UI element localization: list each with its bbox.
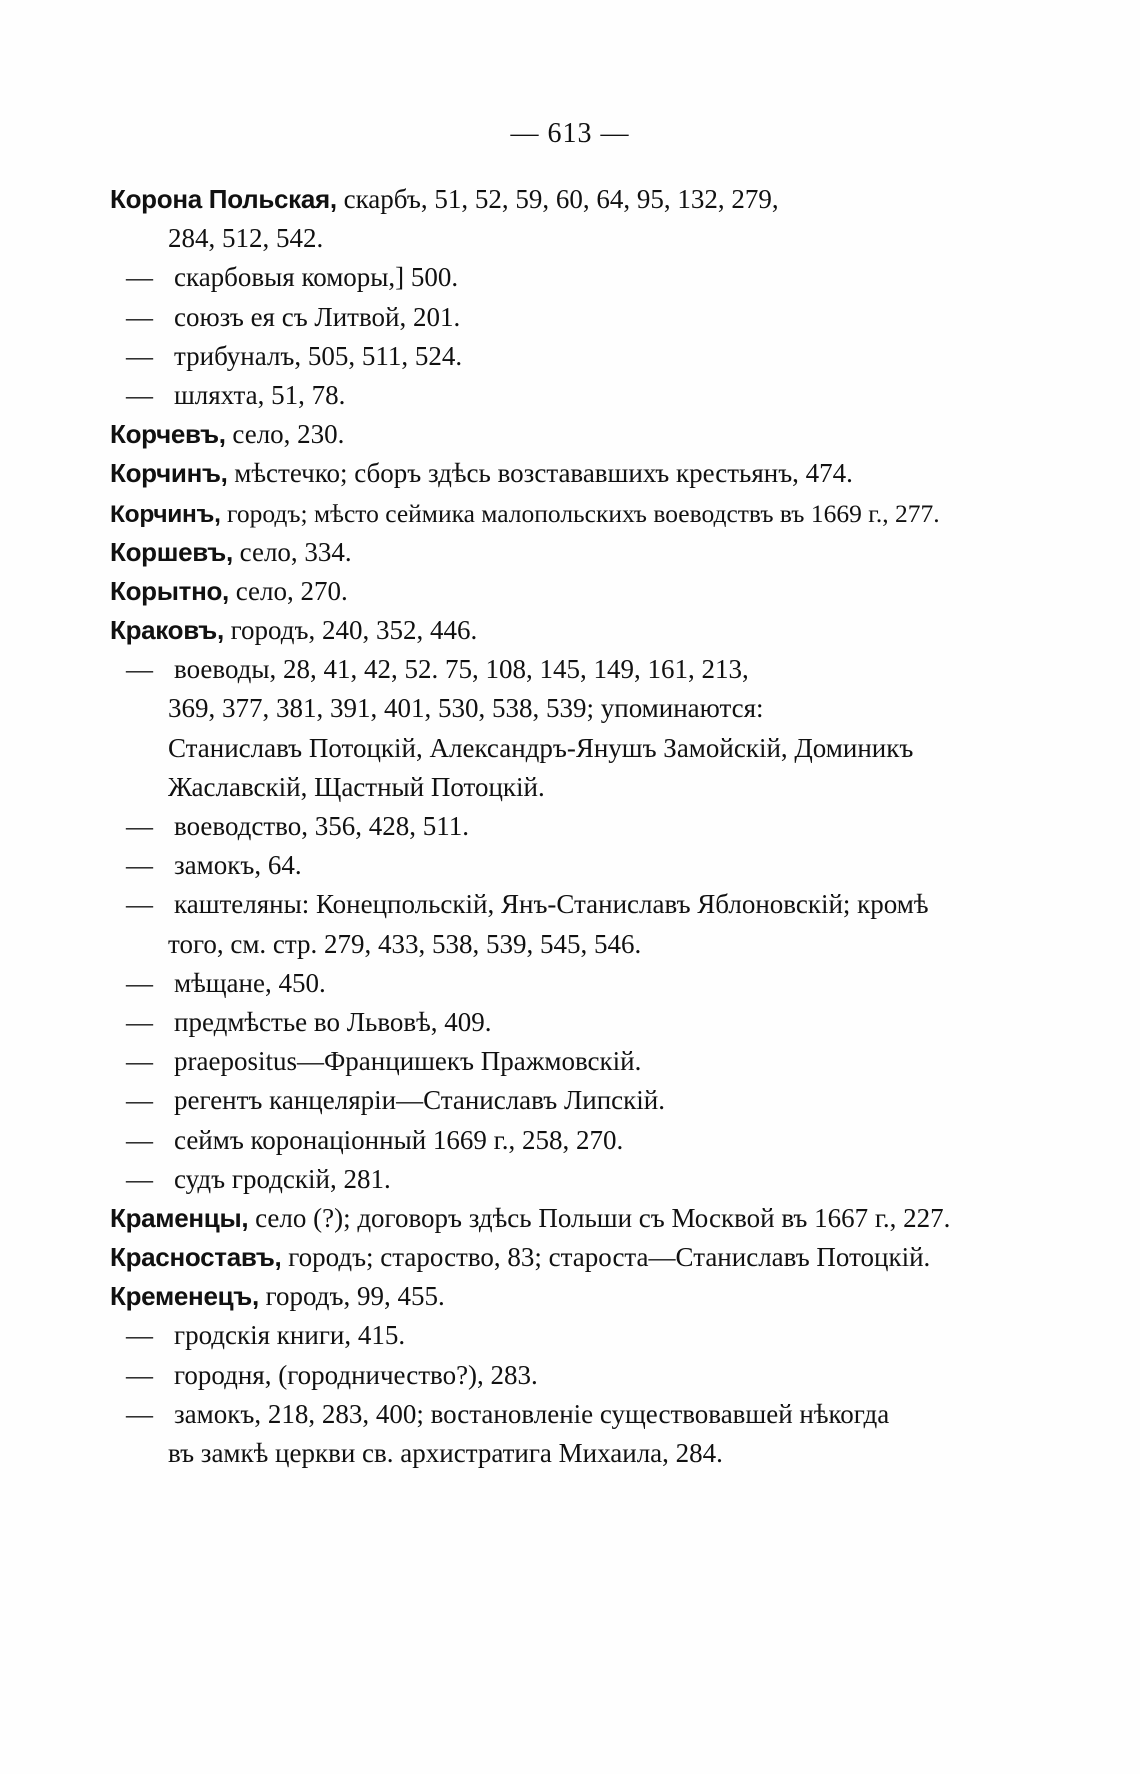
continuation-text: 284, 512, 542. xyxy=(168,223,324,254)
index-continuation xyxy=(110,729,950,768)
entry-text: село, 230. xyxy=(225,419,345,450)
entry-heading: Краковъ, xyxy=(110,615,224,646)
index-entry xyxy=(110,180,950,219)
subentry-dash: — xyxy=(126,1124,153,1155)
subentry-dash: — xyxy=(126,1398,153,1429)
subentry-text: каштеляны: Конецпольскій, Янъ-Станиславъ Яблоновскій; кромѣ xyxy=(174,889,929,920)
subentry-text: союзъ ея съ Литвой, 201. xyxy=(174,301,461,332)
index-entry xyxy=(110,1277,950,1316)
entry-heading: Корчинъ, xyxy=(110,458,228,489)
subentry-dash: — xyxy=(126,1085,153,1116)
entry-heading: Корчинъ, xyxy=(110,500,221,528)
index-continuation xyxy=(110,219,950,258)
subentry-text: скарбовыя коморы,] 500. xyxy=(174,262,459,293)
continuation-text: Жаславскій, Щастный Потоцкій. xyxy=(168,771,545,802)
continuation-text: того, см. стр. 279, 433, 538, 539, 545, 546. xyxy=(168,928,642,959)
index-subentry xyxy=(110,1003,950,1042)
subentry-dash: — xyxy=(126,889,153,920)
subentry-dash: — xyxy=(126,967,153,998)
subentry-text: гродскія книги, 415. xyxy=(174,1320,406,1351)
entry-text: городъ, 99, 455. xyxy=(258,1281,445,1312)
subentry-dash: — xyxy=(126,1163,153,1194)
index-entry xyxy=(110,454,950,493)
index-subentry xyxy=(110,846,950,885)
entry-heading: Корчевъ, xyxy=(110,419,226,450)
entry-text: село (?); договоръ здѣсь Польши съ Москвой въ 1667 г., 227. xyxy=(248,1202,951,1233)
index-subentry xyxy=(110,885,950,924)
index-entry xyxy=(110,533,950,572)
index-subentry xyxy=(110,1081,950,1120)
subentry-text: замокъ, 218, 283, 400; востановленіе существовавшей нѣкогда xyxy=(174,1398,890,1429)
index-entry xyxy=(110,494,950,533)
subentry-dash: — xyxy=(126,340,153,371)
index-continuation xyxy=(110,925,950,964)
index-entry xyxy=(110,415,950,454)
entry-heading: Корытно, xyxy=(110,575,229,606)
subentry-text: замокъ, 64. xyxy=(174,850,302,881)
subentry-dash: — xyxy=(126,1359,153,1390)
subentry-dash: — xyxy=(126,850,153,881)
subentry-text: воеводство, 356, 428, 511. xyxy=(174,811,469,841)
index-subentry xyxy=(110,807,950,846)
index-subentry xyxy=(110,298,950,337)
entry-text: скарбъ, 51, 52, 59, 60, 64, 95, 132, 279, xyxy=(336,184,779,214)
continuation-text: Станиславъ Потоцкій, Александръ-Янушъ Замойскій, Доминикъ xyxy=(168,732,914,763)
subentry-dash: — xyxy=(126,1320,153,1351)
entry-text: городъ; мѣсто сеймика малопольскихъ воеводствъ въ 1669 г., 277. xyxy=(220,498,940,528)
subentry-dash: — xyxy=(126,1046,153,1077)
index-subentry xyxy=(110,258,950,297)
subentry-text: регентъ канцеляріи—Станиславъ Липскій. xyxy=(174,1085,665,1116)
entry-heading: Краменцы, xyxy=(110,1202,249,1233)
index-subentry xyxy=(110,337,950,376)
subentry-text: городня, (городничество?), 283. xyxy=(174,1359,538,1390)
subentry-text: предмѣстье во Львовѣ, 409. xyxy=(174,1006,492,1037)
subentry-dash: — xyxy=(126,379,153,410)
subentry-text: сеймъ коронаціонный 1669 г., 258, 270. xyxy=(174,1124,624,1155)
subentry-dash: — xyxy=(126,1006,153,1037)
subentry-dash: — xyxy=(126,811,153,841)
subentry-text: шляхта, 51, 78. xyxy=(174,379,346,410)
entry-heading: Коршевъ, xyxy=(110,536,233,567)
index-entry xyxy=(110,1238,950,1277)
index-continuation xyxy=(110,768,950,807)
index-subentry xyxy=(110,650,950,689)
index-entry xyxy=(110,611,950,650)
subentry-dash: — xyxy=(126,654,153,685)
entry-text: село, 270. xyxy=(228,575,348,606)
subentry-text: трибуналъ, 505, 511, 524. xyxy=(174,340,463,371)
subentry-text: судъ гродскій, 281. xyxy=(174,1163,391,1194)
entry-text: село, 334. xyxy=(232,536,352,567)
subentry-dash: — xyxy=(126,262,153,293)
subentry-dash: — xyxy=(126,301,153,332)
subentry-text: воеводы, 28, 41, 42, 52. 75, 108, 145, 149, 161, 213, xyxy=(174,654,749,685)
subentry-text: мѣщане, 450. xyxy=(174,967,326,998)
index-subentry xyxy=(110,1121,950,1160)
entry-text: городъ; староство, 83; староста—Станиславъ Потоцкій. xyxy=(281,1242,931,1273)
page-number: — 613 — xyxy=(510,118,630,149)
index-subentry xyxy=(110,1160,950,1199)
index-continuation xyxy=(110,1434,950,1473)
index-subentry xyxy=(110,1316,950,1355)
index-subentry xyxy=(110,376,950,415)
index-entry xyxy=(110,1199,950,1238)
entry-text: мѣстечко; сборъ здѣсь возстававшихъ крестьянъ, 474. xyxy=(227,458,853,489)
index-continuation xyxy=(110,689,950,728)
index-subentry xyxy=(110,1395,950,1434)
continuation-text: въ замкѣ церкви св. архистратига Михаила, 284. xyxy=(168,1438,723,1468)
entry-heading: Корона Польская, xyxy=(110,184,337,214)
index-entry xyxy=(110,572,950,611)
entry-text: городъ, 240, 352, 446. xyxy=(223,615,478,646)
index-subentry xyxy=(110,964,950,1003)
continuation-text: 369, 377, 381, 391, 401, 530, 538, 539; упоминаются: xyxy=(168,693,764,724)
subentry-text: praepositus—Францишекъ Пражмовскій. xyxy=(174,1046,642,1077)
index-subentry xyxy=(110,1356,950,1395)
entry-heading: Красноставъ, xyxy=(110,1242,282,1273)
entry-heading: Кременецъ, xyxy=(110,1281,259,1312)
index-subentry xyxy=(110,1042,950,1081)
index-list xyxy=(110,180,950,1473)
